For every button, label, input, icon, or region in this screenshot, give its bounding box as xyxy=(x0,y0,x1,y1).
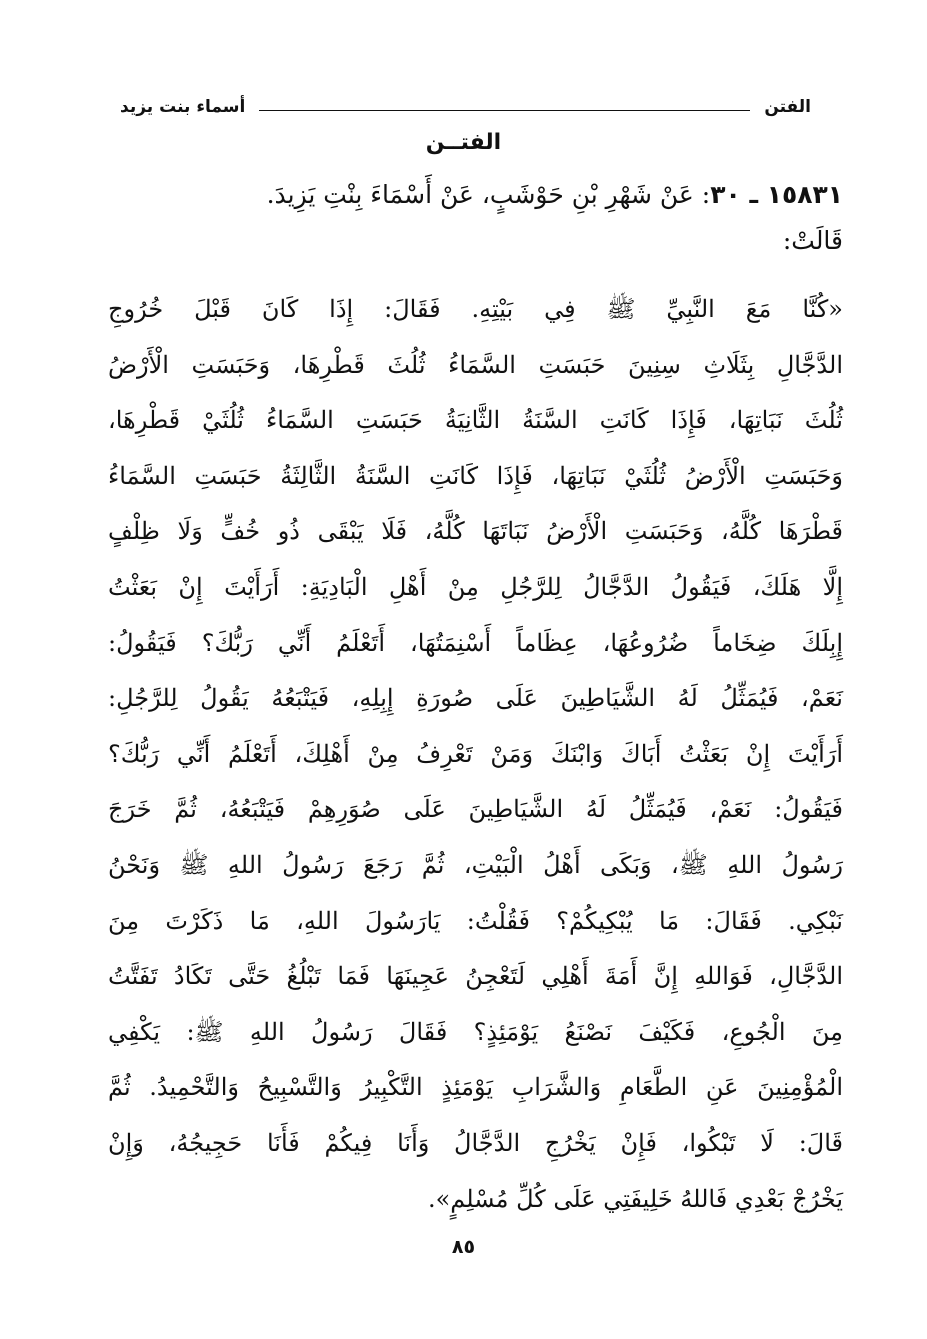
header-narrator: أسماء بنت يزيد xyxy=(120,97,246,117)
running-header xyxy=(120,92,811,122)
page-number: ٨٥ xyxy=(451,1236,476,1258)
text-line: أَرَأَيْتَ إِنْ بَعَثْتُ أَبَاكَ وَابْنَكَ وَمَنْ تَعْرِفُ مِنْ أَهْلِكَ، أَتَعْلَمُ أَنِّي رَبُّكَ؟ xyxy=(108,739,843,768)
text-line: ثُلُثَ نَبَاتِهَا، فَإِذَا كَانَتِ السَّنَةُ الثَّانِيَةُ حَبَسَتِ السَّمَاءُ ثُلُثَيْ قَطْرِهَا، xyxy=(108,406,843,435)
text-line: الدَّجَّالِ، فَوَاللهِ إِنَّ أَمَةَ أَهْلِي لَتَعْجِنُ عَجِينَهَا فَمَا تَبْلُغُ حَتَّى تَكَادُ تَفَتَّتُ xyxy=(108,962,843,991)
hadith-isnad: : عَنْ شَهْرِ بْنِ حَوْشَبٍ، عَنْ أَسْمَاءَ بِنْتِ يَزِيدَ. xyxy=(266,180,711,209)
text-line: يَخْرُجْ بَعْدِي فَاللهُ خَلِيفَتِي عَلَى كُلِّ مُسْلِمٍ». xyxy=(427,1184,843,1213)
text-line: وَحَبَسَتِ الْأَرْضُ ثُلُثَيْ نَبَاتِهَا، فَإِذَا كَانَتِ السَّنَةُ الثَّالِثَةُ حَبَسَتِ السَّمَاءُ xyxy=(108,461,843,490)
text-line: «كُنَّا مَعَ النَّبِيِّ ﷺ فِي بَيْتِهِ. فَقَالَ: إِذَا كَانَ قَبْلَ خُرُوجِ xyxy=(108,295,843,323)
text-line: إِلَّا هَلَكَ، فَيَقُولُ الدَّجَّالُ لِلرَّجُلِ مِنْ أَهْلِ الْبَادِيَةِ: أَرَأَيْتَ إِنْ بَعَثْتُ xyxy=(108,572,843,601)
section-title: الفتــن xyxy=(425,130,502,155)
hadith-text xyxy=(108,282,843,1227)
text-line: الدَّجَّالِ بِثَلَاثِ سِنِينَ حَبَسَتِ السَّمَاءُ ثُلُثَ قَطْرِهَا، وَحَبَسَتِ الْأَرْضُ xyxy=(108,350,843,379)
hadith-isnad-line xyxy=(90,172,843,218)
text-line: قَالَ: لَا تَبْكُوا، فَإِنْ يَخْرُجِ الدَّجَّالُ وَأَنَا فِيكُمْ فَأَنَا حَجِيجُهُ، وَإِنْ xyxy=(108,1128,843,1157)
text-line: نَعَمْ، فَيُمَثِّلُ لَهُ الشَّيَاطِينَ عَلَى صُورَةِ إِبِلِهِ، فَيَتْبَعُهُ يَقُولُ لِلرَّجُلِ: xyxy=(108,684,843,713)
hadith-number: ١٥٨٣١ ـ ٣٠ xyxy=(710,180,843,209)
text-line: نَبْكِي. فَقَالَ: مَا يُبْكِيكُمْ؟ فَقُلْتُ: يَارَسُولَ اللهِ، مَا ذَكَرْتَ مِنَ xyxy=(108,906,843,935)
text-line: فَيَقُولُ: نَعَمْ، فَيُمَثِّلُ لَهُ الشَّيَاطِينَ عَلَى صُوَرِهِمْ فَيَتْبَعُهُ، ثُمَّ خَرَجَ xyxy=(108,795,843,824)
text-line: رَسُولُ اللهِ ﷺ، وَبَكَى أَهْلُ الْبَيْتِ، ثُمَّ رَجَعَ رَسُولُ اللهِ ﷺ وَنَحْنُ xyxy=(108,850,843,879)
text-line: مِنَ الْجُوعِ، فَكَيْفَ نَصْنَعُ يَوْمَئِذٍ؟ فَقَالَ رَسُولُ اللهِ ﷺ: يَكْفِي xyxy=(108,1017,843,1046)
text-line: الْمُؤْمِنِينَ عَنِ الطَّعَامِ وَالشَّرَابِ يَوْمَئِذٍ التَّكْبِيرُ وَالتَّسْبِيحُ وَالتَّحْمِيدُ. ثُمَّ xyxy=(108,1073,843,1102)
text-line: قَطْرَهَا كُلَّهُ، وَحَبَسَتِ الْأَرْضُ نَبَاتَهَا كُلَّهُ، فَلَا يَبْقَى ذُو خُفٍّ وَلَا ظِلْفٍ xyxy=(108,517,843,546)
header-chapter: الفتن xyxy=(764,97,811,117)
hadith-heading xyxy=(90,172,843,264)
header-rule xyxy=(259,110,750,111)
text-line: إِبِلَكَ ضِخَاماً ضُرُوعُهَا، عِظَاماً أَسْنِمَتُهَا، أَتَعْلَمُ أَنِّي رَبُّكَ؟ فَيَقُولُ: xyxy=(108,628,843,657)
hadith-qalat: قَالَتْ: xyxy=(782,226,843,255)
